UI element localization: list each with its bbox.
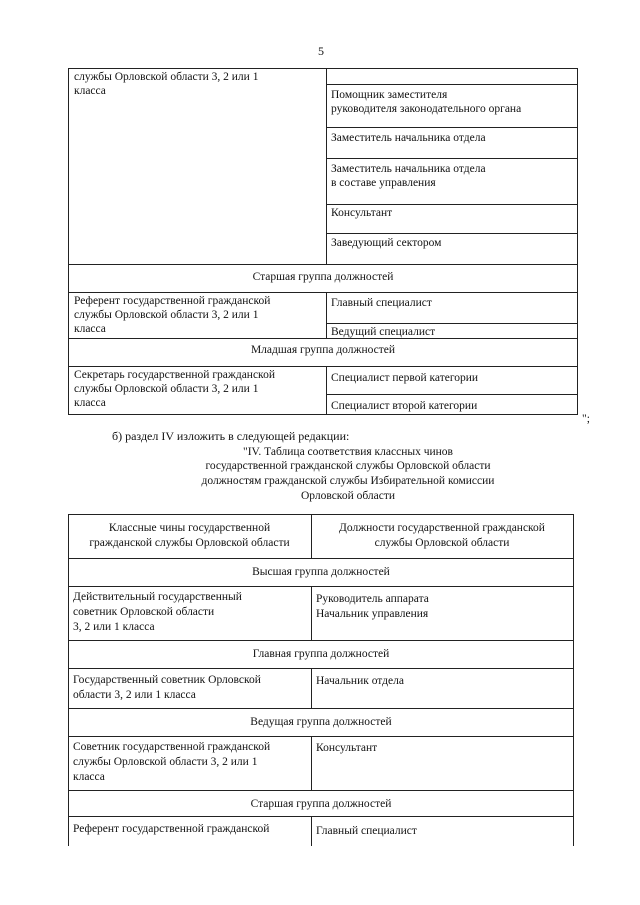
t2-leading-left-line3: класса xyxy=(73,771,105,783)
t1-junior-left-line3: класса xyxy=(74,397,106,409)
t1-senior-left-line2: службы Орловской области 3, 2 или 1 xyxy=(74,309,259,321)
t2-senior-right: Главный специалист xyxy=(316,825,417,837)
t1-top-left-line1: службы Орловской области 3, 2 или 1 xyxy=(74,71,259,83)
t1-junior-right-2: Специалист второй категории xyxy=(331,400,478,412)
t1-item3-line1: Заместитель начальника отдела xyxy=(331,163,486,175)
t1-item1-line2: руководителя законодательного органа xyxy=(331,103,522,115)
t1-item2: Заместитель начальника отдела xyxy=(331,132,486,144)
t1-senior-group: Старшая группа должностей xyxy=(252,271,394,283)
t1-senior-left-line3: класса xyxy=(74,323,106,335)
t2-senior-group: Старшая группа должностей xyxy=(250,798,392,810)
t2-heading-line3: должностям гражданской службы Избирательной комиссии xyxy=(201,475,495,487)
section-instruction: б) раздел IV изложить в следующей редакции: xyxy=(112,429,350,443)
t1-senior-right-1: Главный специалист xyxy=(331,297,432,309)
t2-highest-right-line1: Руководитель аппарата xyxy=(316,593,429,605)
t1-junior-group: Младшая группа должностей xyxy=(250,344,396,356)
t2-highest-right-line2: Начальник управления xyxy=(316,608,429,620)
t2-heading-line2: государственной гражданской службы Орловской области xyxy=(205,460,491,472)
t1-senior-right-2: Ведущий специалист xyxy=(331,326,436,338)
t2-header-left-line1: Классные чины государственной xyxy=(108,522,271,534)
t2-highest-left-line1: Действительный государственный xyxy=(73,591,242,603)
page-number: 5 xyxy=(318,44,324,58)
t2-main-left-line2: области 3, 2 или 1 класса xyxy=(73,689,196,701)
t1-junior-left-line1: Секретарь государственной гражданской xyxy=(74,369,275,381)
t2-header-right-line1: Должности государственной гражданской xyxy=(339,522,545,534)
t1-senior-left-line1: Референт государственной гражданской xyxy=(74,295,271,307)
t1-junior-left-line2: службы Орловской области 3, 2 или 1 xyxy=(74,383,259,395)
t2-leading-left-line1: Советник государственной гражданской xyxy=(73,741,271,753)
closing-quote: "; xyxy=(582,413,590,425)
t2-leading-right: Консультант xyxy=(316,742,378,754)
t2-highest-left-line3: 3, 2 или 1 класса xyxy=(73,621,155,633)
t2-heading-line4: Орловской области xyxy=(300,490,396,502)
t1-top-left-line2: класса xyxy=(74,85,106,97)
t1-item3-line2: в составе управления xyxy=(331,177,436,189)
t2-main-right: Начальник отдела xyxy=(316,675,404,687)
t2-senior-left-line1: Референт государственной гражданской xyxy=(73,823,270,835)
t2-highest-group: Высшая группа должностей xyxy=(252,566,390,578)
t2-header-left-line2: гражданской службы Орловской области xyxy=(89,537,290,549)
t2-main-group: Главная группа должностей xyxy=(252,648,390,660)
t1-junior-right-1: Специалист первой категории xyxy=(331,372,479,384)
t2-header-right-line2: службы Орловской области xyxy=(374,537,510,549)
t2-main-left-line1: Государственный советник Орловской xyxy=(73,674,261,686)
t1-item5: Заведующий сектором xyxy=(331,237,442,249)
t1-item1-line1: Помощник заместителя xyxy=(331,89,448,101)
t2-highest-left-line2: советник Орловской области xyxy=(73,606,215,618)
t2-heading-line1: "IV. Таблица соответствия классных чинов xyxy=(243,446,453,458)
t1-item4: Консультант xyxy=(331,207,393,219)
t2-leading-left-line2: службы Орловской области 3, 2 или 1 xyxy=(73,756,258,768)
t2-leading-group: Ведущая группа должностей xyxy=(250,716,392,728)
